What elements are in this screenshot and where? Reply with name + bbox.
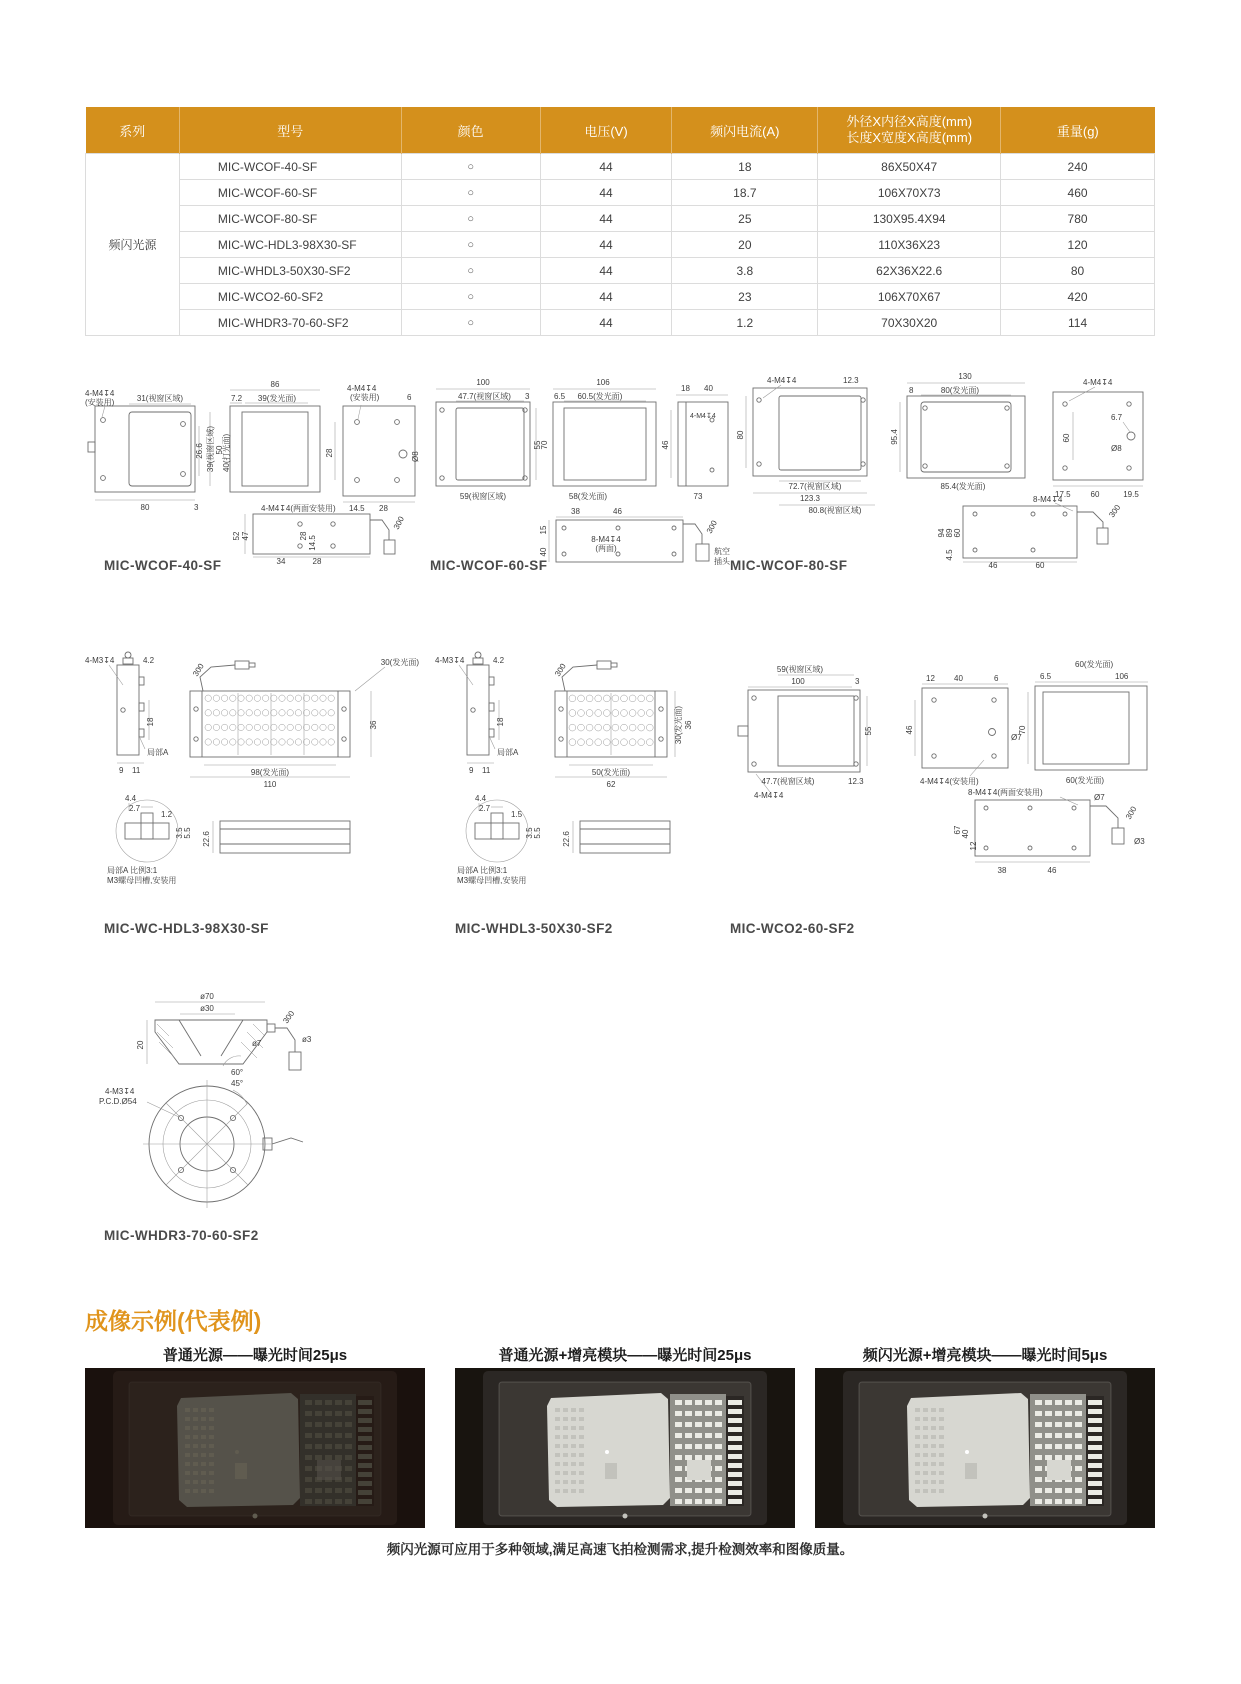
table-header-row [86,107,1155,154]
dim-label: 110 [263,780,277,789]
dim-label: 22.6 [202,831,211,847]
view-emitting [1035,686,1147,770]
drawing-mic-wco2-60-sf2 [730,642,1155,877]
dim-label: 插头 [714,557,730,566]
weight-cell: 240 [1001,154,1155,180]
dim-label: 12.3 [848,777,864,786]
dim-label: 5.5 [533,827,542,839]
color-indicator: ○ [401,232,540,258]
view-back [922,688,1008,768]
dim-label: 50(发光面) [591,768,631,777]
dim-label: 18 [681,384,690,393]
dim-label: 60° [231,1068,244,1077]
model-cell: MIC-WCOF-60-SF [179,180,401,206]
dim-label: 40 [539,547,548,557]
dim-label: (安装用) [85,398,115,407]
view-emitting [553,402,656,486]
dim-label: 106 [596,378,610,387]
dim-label: 9 [119,766,124,775]
dim-label: 4-M3↧4 [85,656,115,665]
weight-cell: 80 [1001,258,1155,284]
dim-label: 55 [533,440,542,450]
dim-label: 28 [325,448,334,458]
dim-label: 15 [539,525,548,535]
weight-cell: 780 [1001,206,1155,232]
dim-label: (两面) [595,544,617,553]
dim-label: 18 [496,717,505,727]
example-photo-normal-plus-booster [455,1368,795,1528]
product-label: MIC-WCOF-80-SF [730,558,848,573]
dim-label: 18 [146,717,155,727]
dim-label: 4-M4↧4 [1083,378,1113,387]
dim-label: 航空 [714,547,730,556]
dim-label: 3.5 [525,827,534,839]
dim-label: 46 [661,440,670,450]
current-cell: 18 [672,154,818,180]
dim-label: 3 [194,503,199,512]
dim-label: 300 [704,518,720,535]
dim-label: 45° [231,1079,244,1088]
dim-label: 9 [469,766,474,775]
dim-label: 70 [1018,725,1027,735]
photo-caption: 普通光源+增亮模块——曝光时间25μs [498,1347,752,1364]
view-ring-bottom [143,1080,303,1208]
drawing-mic-wcof-40-sf [85,360,420,565]
dim-label: 86 [270,380,280,389]
dim-label: P.C.D.Ø54 [99,1097,137,1106]
table-row [86,154,1155,180]
voltage-cell: 44 [540,180,672,206]
color-indicator: ○ [401,258,540,284]
dim-label: 60 [953,528,962,538]
model-cell: MIC-WCOF-40-SF [179,154,401,180]
dim-label: Ø7 [1011,733,1022,742]
dim-label: 4.4 [125,794,137,803]
view-front [436,402,530,486]
dim-label: Ø8 [1111,444,1122,453]
dim-label: 72.7(视窗区域) [788,482,842,491]
dim-label: 50 [215,445,224,455]
dim-label: 14.5 [349,504,365,513]
view-profile [467,652,494,755]
dim-label: 6 [994,674,999,683]
col-size-line1: 外径X内径X高度(mm) [846,113,973,129]
model-cell: MIC-WCO2-60-SF2 [179,284,401,310]
view-side-elevation [220,821,350,853]
dim-label: 4-M4↧4 [690,413,716,420]
table-row [86,284,1155,310]
dim-label: 80 [140,503,150,512]
photo-caption: 频闪光源+增亮模块——曝光时间5μs [862,1347,1108,1364]
dim-label: 12 [969,841,978,851]
dim-label: 28 [312,557,322,565]
dim-label: 67 [953,825,962,835]
dim-label: 40(打光面) [222,433,231,472]
dim-label: 300 [391,514,407,531]
dim-label: M3螺母凹槽,安装用 [457,876,527,885]
dim-label: 98(发光面) [250,768,290,777]
voltage-cell: 44 [540,154,672,180]
dim-label: 52 [232,531,241,541]
size-cell: 110X36X23 [818,232,1001,258]
dim-label: 123.3 [799,494,821,503]
dim-label: 46 [905,725,914,735]
dim-label: 300 [1123,804,1139,821]
table-row [86,232,1155,258]
dim-label: 30(发光面) [380,658,419,667]
dim-label: 4.2 [493,656,505,665]
dim-label: 73 [693,492,703,501]
view-profile [117,652,144,755]
dim-label: 46 [1047,866,1057,875]
series-cell: 频闪光源 [86,154,180,336]
color-indicator: ○ [401,180,540,206]
dim-label: 7.2 [231,394,243,403]
size-cell: 70X30X20 [818,310,1001,336]
drawing-mic-wcof-80-sf [735,356,1155,570]
size-cell: 130X95.4X94 [818,206,1001,232]
dim-label: 局部A 比例3:1 [457,866,508,875]
color-indicator: ○ [401,206,540,232]
dim-label: 300 [281,1009,297,1026]
model-cell: MIC-WCOF-80-SF [179,206,401,232]
dim-label: 17.5 [1055,490,1071,499]
dim-label: 3.5 [175,827,184,839]
dim-label: 6.5 [554,392,566,401]
dim-label: 8-M4↧4 [591,535,621,544]
col-model: 型号 [179,107,401,154]
col-weight: 重量(g) [1001,107,1155,154]
dim-label: 39(视窗区域) [206,425,215,473]
voltage-cell: 44 [540,258,672,284]
dim-label: 55 [864,726,873,736]
voltage-cell: 44 [540,284,672,310]
current-cell: 3.8 [672,258,818,284]
dim-label: 59(视窗区域) [459,492,507,501]
dim-label: 19.5 [1123,490,1139,499]
view-bottom [556,520,709,562]
dim-label: 4.4 [475,794,487,803]
dim-label: 4-M4↧4 [754,791,784,800]
dim-label: 40 [954,674,963,683]
dim-label: 60 [1035,561,1045,570]
dim-label: 106 [1115,672,1129,681]
model-cell: MIC-WHDL3-50X30-SF2 [179,258,401,284]
view-bottom [253,514,395,554]
dim-label: 58(发光面) [568,492,608,501]
dim-label: 60.5(发光面) [577,392,623,401]
example-photo-strobe-plus-booster [815,1368,1155,1528]
col-series: 系列 [86,107,180,154]
dim-label: 40 [704,384,713,393]
dim-label: 94 [937,528,946,538]
product-label: MIC-WC-HDL3-98X30-SF [104,921,269,936]
dim-label: 4-M3↧4 [435,656,465,665]
dim-label: ø7 [252,1039,262,1048]
weight-cell: 120 [1001,232,1155,258]
weight-cell: 114 [1001,310,1155,336]
dim-label: 95.4 [890,429,899,445]
dim-label: 3 [855,677,860,686]
dim-label: 2.7 [479,804,491,813]
col-voltage: 电压(V) [540,107,672,154]
weight-cell: 420 [1001,284,1155,310]
dim-label: 60 [1090,490,1100,499]
voltage-cell: 44 [540,310,672,336]
size-cell: 106X70X67 [818,284,1001,310]
dim-label: Ø3 [1134,837,1145,846]
dim-label: 130 [958,372,972,381]
dim-label: 46 [613,507,622,516]
dim-label: Ø7 [1094,793,1105,802]
dim-label: 28 [299,531,308,541]
dim-label: 60 [1062,433,1071,443]
view-bottom [975,800,1124,856]
dim-label: 39(发光面) [257,394,297,403]
section-heading: 成像示例(代表例) [85,1308,262,1334]
dim-label: 12 [926,674,935,683]
dim-label: 4-M3↧4 [105,1087,135,1096]
color-indicator: ○ [401,310,540,336]
dim-label: 8-M4↧4 [1033,495,1063,504]
dim-label: 4-M4↧4 [85,389,115,398]
view-front [738,690,860,772]
dim-label: 4-M4↧4 [347,384,377,393]
dim-label: 6.7 [1111,413,1123,422]
example-photo-normal-light [85,1368,425,1528]
dim-label: 20 [136,1040,145,1050]
color-indicator: ○ [401,284,540,310]
view-front [230,406,320,492]
photo-caption: 普通光源——曝光时间25μs [162,1347,348,1364]
dim-label: 100 [791,677,805,686]
dim-label: 8 [909,386,914,395]
dim-label: 38 [997,866,1007,875]
dim-label: 4-M4↧4 [767,376,797,385]
dim-label: 100 [476,378,490,387]
dim-label: 34 [276,557,286,565]
dim-label: 12.3 [843,376,859,385]
table-row [86,180,1155,206]
dim-label: 6.5 [1040,672,1052,681]
view-side-elevation [580,821,670,853]
view-back [343,406,415,496]
dim-label: 36 [369,720,378,730]
dim-label: 60(发光面) [1075,660,1114,669]
dim-label: 38 [571,507,580,516]
size-cell: 106X70X73 [818,180,1001,206]
drawing-mic-wc-hdl3-98x30-sf [85,625,425,887]
dim-label: 6 [407,393,412,402]
spec-table [85,107,1155,336]
dim-label: 89 [945,528,954,538]
drawing-mic-wcof-60-sf [428,358,733,570]
dim-label: 300 [1107,503,1123,520]
dim-label: 80 [736,430,745,440]
dim-label: 5.5 [183,827,192,839]
dim-label: M3螺母凹槽,安装用 [107,876,177,885]
color-indicator: ○ [401,154,540,180]
voltage-cell: 44 [540,232,672,258]
dim-label: 4-M4↧4(两面安装用) [261,504,336,513]
model-cell: MIC-WC-HDL3-98X30-SF [179,232,401,258]
dim-label: 26.6 [195,443,204,459]
dim-label: 80.8(视窗区域) [808,506,862,515]
table-row [86,310,1155,336]
dim-label: 8-M4↧4(两面安装用) [968,788,1043,797]
dim-label: ø70 [200,992,214,1001]
current-cell: 1.2 [672,310,818,336]
dim-label: 40 [961,829,970,839]
dim-label: 80(发光面) [940,386,980,395]
dim-label: 30(发光面) [674,705,683,745]
dim-label: 1.2 [161,810,173,819]
led-array [205,695,334,745]
product-label: MIC-WCO2-60-SF2 [730,921,855,936]
view-cross-section [155,1020,301,1070]
dim-label: (安装用) [350,393,380,402]
dim-label: 14.5 [308,535,317,551]
model-cell: MIC-WHDR3-70-60-SF2 [179,310,401,336]
bottom-note: 频闪光源可应用于多种领域,满足高速飞拍检测需求,提升检测效率和图像质量。 [386,1542,854,1557]
dim-label: 局部A 比例3:1 [107,866,158,875]
view-front [753,388,867,476]
dim-label: 47.7(视窗区域) [458,392,511,401]
drawing-mic-whdl3-50x30-sf2 [435,625,735,887]
dim-label: 85.4(发光面) [940,482,986,491]
dim-label: ø30 [200,1004,214,1013]
dim-label: 300 [191,661,206,679]
view-emitting [907,396,1025,478]
dim-label: 47 [241,531,250,541]
dim-label: 36 [684,720,693,730]
table-row [86,258,1155,284]
weight-cell: 460 [1001,180,1155,206]
table-row [86,206,1155,232]
current-cell: 23 [672,284,818,310]
product-label: MIC-WCOF-60-SF [430,558,548,573]
dim-label: 2.7 [129,804,141,813]
dim-label: 28 [379,504,388,513]
product-label: MIC-WHDR3-70-60-SF2 [104,1228,259,1243]
dim-label: 22.6 [562,831,571,847]
dim-label: 3 [525,392,530,401]
product-label: MIC-WHDL3-50X30-SF2 [455,921,613,936]
col-color: 颜色 [401,107,540,154]
dim-label: 31(视窗区域) [136,394,184,403]
dim-label: 11 [482,766,491,775]
dim-label: 局部A [497,748,519,757]
size-cell: 86X50X47 [818,154,1001,180]
view-front-left [88,406,195,492]
dim-label: ø3 [302,1035,312,1044]
product-label: MIC-WCOF-40-SF [104,558,222,573]
dim-label: 4.5 [945,549,954,561]
dim-label: 4-M4↧4(安装用) [920,777,979,786]
dim-label: 300 [553,661,568,679]
dim-label: 60(发光面) [1065,776,1105,785]
dim-label: Ø8 [411,451,420,462]
current-cell: 20 [672,232,818,258]
dim-label: 47.7(视窗区域) [761,777,815,786]
dim-label: 11 [132,766,141,775]
dim-label: 局部A [147,748,169,757]
dim-label: 70 [540,440,549,450]
dim-label: 62 [606,780,616,789]
view-bottom [963,506,1108,558]
current-cell: 18.7 [672,180,818,206]
col-size-line2: 长度X宽度X高度(mm) [846,130,973,145]
dim-label: 1.5 [511,810,523,819]
voltage-cell: 44 [540,206,672,232]
col-current: 频闪电流(A) [672,107,818,154]
col-size [818,107,1001,154]
dim-label: 4.2 [143,656,155,665]
dim-label: 46 [988,561,998,570]
current-cell: 25 [672,206,818,232]
drawing-mic-whdr3-70-60-sf2 [95,928,355,1228]
dim-label: 59(视窗区域) [776,665,824,674]
size-cell: 62X36X22.6 [818,258,1001,284]
